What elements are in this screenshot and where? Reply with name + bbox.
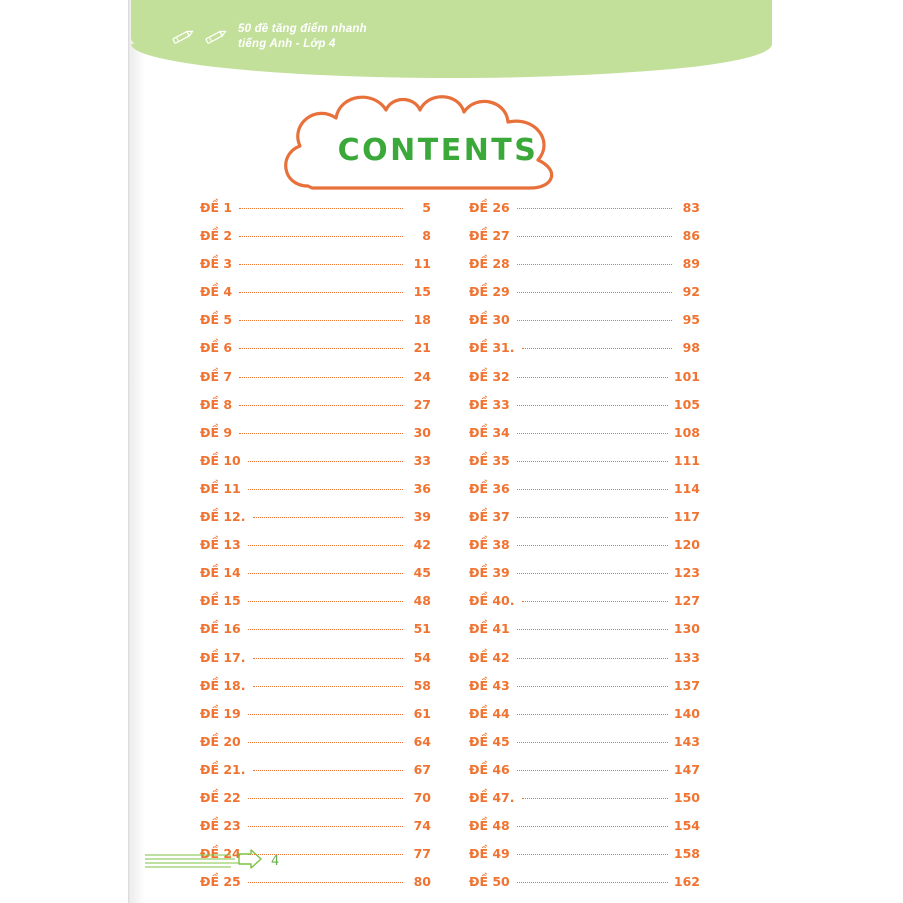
toc-entry-page: 133: [673, 649, 700, 665]
toc-entry-page: 67: [413, 761, 431, 777]
toc-leader-dots: [248, 714, 403, 715]
toc-entry[interactable]: [200, 509, 431, 537]
toc-entry-page: 27: [413, 396, 431, 412]
toc-entry-label: ĐỀ 41: [469, 621, 510, 637]
toc-entry-page: 39: [413, 509, 431, 525]
toc-entry-label: ĐỀ 1: [200, 200, 233, 215]
toc-entry-page: 143: [673, 733, 700, 749]
toc-leader-dots: [248, 882, 403, 883]
toc-entry-page: 5: [422, 200, 431, 215]
toc-entry-page: 111: [673, 452, 700, 468]
toc-leader-dots: [248, 573, 403, 574]
toc-entry-label: ĐỀ 4: [200, 284, 233, 300]
toc-entry-page: 30: [413, 424, 431, 440]
toc-entry-page: 127: [673, 593, 700, 609]
toc-entry[interactable]: [200, 256, 431, 284]
toc-leader-dots: [517, 545, 668, 546]
toc-entry-page: 89: [682, 256, 700, 272]
toc-leader-dots: [517, 658, 668, 659]
toc-leader-dots: [517, 236, 672, 237]
toc-entry-label: ĐỀ 20: [200, 733, 241, 749]
toc-entry-label: ĐỀ 35: [469, 452, 510, 468]
toc-entry[interactable]: [200, 284, 431, 312]
toc-entry-label: ĐỀ 32: [469, 368, 510, 384]
toc-leader-dots: [517, 742, 668, 743]
toc-leader-dots: [253, 658, 403, 659]
pencil-icon-group: [170, 26, 229, 48]
toc-entry-label: ĐỀ 8: [200, 396, 233, 412]
toc-entry-page: 70: [413, 789, 431, 805]
toc-entry-page: 95: [682, 312, 700, 328]
toc-entry[interactable]: [469, 874, 700, 902]
toc-entry-label: ĐỀ 15: [200, 593, 241, 609]
toc-entry-page: 42: [413, 537, 431, 553]
toc-entry-page: 36: [413, 480, 431, 496]
toc-entry-label: ĐỀ 49: [469, 846, 510, 862]
toc-entry[interactable]: [200, 340, 431, 368]
toc-entry-page: 114: [673, 480, 700, 496]
toc-entry-page: 21: [413, 340, 431, 356]
toc-leader-dots: [517, 629, 668, 630]
toc-entry[interactable]: [200, 453, 431, 481]
toc-entry-label: ĐỀ 2: [200, 228, 233, 244]
toc-entry-label: ĐỀ 24: [200, 846, 241, 862]
toc-entry-label: ĐỀ 14: [200, 565, 241, 581]
toc-leader-dots: [248, 545, 403, 546]
toc-entry[interactable]: [469, 509, 700, 537]
toc-leader-dots: [517, 489, 668, 490]
toc-entry[interactable]: [200, 565, 431, 593]
toc-entry-label: ĐỀ 16: [200, 621, 241, 637]
toc-entry[interactable]: [469, 284, 700, 312]
toc-entry[interactable]: [200, 481, 431, 509]
toc-entry-label: ĐỀ 37: [469, 509, 510, 525]
book-title-line2: tiếng Anh - Lớp 4: [238, 38, 336, 50]
toc-entry-label: ĐỀ 47.: [469, 789, 515, 805]
toc-entry-page: 58: [413, 677, 431, 693]
toc-leader-dots: [239, 264, 403, 265]
toc-entry[interactable]: [469, 846, 700, 874]
toc-entry-page: 150: [673, 789, 700, 805]
toc-column-left: [200, 200, 431, 902]
toc-entry-page: 101: [673, 368, 700, 384]
toc-entry-page: 105: [673, 396, 700, 412]
toc-entry[interactable]: [200, 678, 431, 706]
toc-entry-label: ĐỀ 46: [469, 761, 510, 777]
table-of-contents: [200, 200, 700, 902]
toc-entry-page: 147: [673, 761, 700, 777]
toc-entry-label: ĐỀ 5: [200, 312, 233, 328]
toc-leader-dots: [239, 292, 403, 293]
toc-entry-page: 80: [413, 874, 431, 890]
toc-leader-dots: [248, 798, 403, 799]
pencil-icon: [203, 26, 229, 48]
toc-leader-dots: [517, 517, 668, 518]
toc-entry-page: 24: [413, 368, 431, 384]
toc-entry[interactable]: [200, 621, 431, 649]
toc-entry-label: ĐỀ 50: [469, 874, 510, 890]
toc-entry-page: 86: [682, 228, 700, 244]
toc-entry[interactable]: [469, 228, 700, 256]
toc-entry-label: ĐỀ 17.: [200, 649, 246, 665]
book-title: [238, 22, 367, 52]
toc-leader-dots: [248, 826, 403, 827]
toc-entry[interactable]: [200, 537, 431, 565]
toc-leader-dots: [248, 629, 403, 630]
toc-leader-dots: [239, 433, 403, 434]
toc-entry-page: 154: [673, 818, 700, 834]
toc-entry[interactable]: [200, 734, 431, 762]
toc-leader-dots: [517, 573, 668, 574]
toc-entry-page: 162: [673, 874, 700, 890]
toc-entry[interactable]: [469, 537, 700, 565]
toc-leader-dots: [239, 236, 403, 237]
toc-entry-page: 117: [673, 509, 700, 525]
toc-entry-label: ĐỀ 48: [469, 818, 510, 834]
toc-entry-label: ĐỀ 23: [200, 818, 241, 834]
toc-entry[interactable]: [200, 650, 431, 678]
toc-entry[interactable]: [469, 369, 700, 397]
toc-entry[interactable]: [469, 593, 700, 621]
toc-entry[interactable]: [200, 312, 431, 340]
toc-entry[interactable]: [200, 425, 431, 453]
toc-entry[interactable]: [469, 762, 700, 790]
toc-entry-label: ĐỀ 18.: [200, 677, 246, 693]
toc-entry-label: ĐỀ 30: [469, 312, 510, 328]
toc-leader-dots: [517, 854, 668, 855]
toc-entry-page: 8: [422, 228, 431, 244]
toc-leader-dots: [517, 770, 668, 771]
toc-leader-dots: [517, 208, 672, 209]
toc-entry[interactable]: [200, 200, 431, 228]
toc-leader-dots: [253, 517, 403, 518]
toc-entry-page: 54: [413, 649, 431, 665]
toc-leader-dots: [253, 686, 403, 687]
toc-leader-dots: [253, 770, 403, 771]
toc-entry-page: 130: [673, 621, 700, 637]
toc-entry-label: ĐỀ 26: [469, 200, 510, 215]
toc-entry[interactable]: [200, 790, 431, 818]
toc-entry-label: ĐỀ 19: [200, 705, 241, 721]
toc-entry[interactable]: [200, 762, 431, 790]
toc-entry-label: ĐỀ 42: [469, 649, 510, 665]
toc-entry-page: 98: [682, 340, 700, 356]
toc-entry-label: ĐỀ 39: [469, 565, 510, 581]
toc-leader-dots: [239, 377, 403, 378]
toc-leader-dots: [517, 377, 668, 378]
toc-entry-label: ĐỀ 34: [469, 424, 510, 440]
toc-entry[interactable]: [469, 453, 700, 481]
toc-column-right: [469, 200, 700, 902]
toc-entry-page: 64: [413, 733, 431, 749]
toc-leader-dots: [522, 601, 668, 602]
toc-entry[interactable]: [469, 481, 700, 509]
toc-leader-dots: [517, 882, 668, 883]
toc-entry[interactable]: [469, 312, 700, 340]
toc-leader-dots: [239, 405, 403, 406]
toc-entry-label: ĐỀ 12.: [200, 509, 246, 525]
toc-entry-page: 83: [682, 200, 700, 215]
toc-entry-label: ĐỀ 3: [200, 256, 233, 272]
toc-entry[interactable]: [200, 874, 431, 902]
book-title-line1: 50 đề tăng điểm nhanh: [238, 23, 367, 35]
toc-entry-page: 61: [413, 705, 431, 721]
toc-leader-dots: [517, 714, 668, 715]
toc-entry[interactable]: [200, 818, 431, 846]
toc-leader-dots: [522, 348, 672, 349]
toc-entry-page: 51: [413, 621, 431, 637]
toc-entry[interactable]: [469, 678, 700, 706]
toc-entry-page: 137: [673, 677, 700, 693]
toc-leader-dots: [248, 461, 403, 462]
toc-entry-page: 48: [413, 593, 431, 609]
toc-entry-page: 77: [413, 846, 431, 862]
toc-leader-dots: [239, 320, 403, 321]
toc-entry[interactable]: [469, 621, 700, 649]
toc-entry[interactable]: [200, 228, 431, 256]
toc-entry-label: ĐỀ 44: [469, 705, 510, 721]
toc-leader-dots: [248, 742, 403, 743]
toc-entry[interactable]: [469, 256, 700, 284]
toc-entry[interactable]: [200, 369, 431, 397]
toc-entry-label: ĐỀ 9: [200, 424, 233, 440]
toc-leader-dots: [517, 826, 668, 827]
toc-entry-label: ĐỀ 31.: [469, 340, 515, 356]
binding-shadow: [131, 0, 145, 903]
toc-entry-label: ĐỀ 36: [469, 480, 510, 496]
toc-entry-label: ĐỀ 43: [469, 677, 510, 693]
toc-entry-label: ĐỀ 6: [200, 340, 233, 356]
page-footer: [145, 845, 345, 877]
toc-entry-page: 123: [673, 565, 700, 581]
toc-entry-label: ĐỀ 29: [469, 284, 510, 300]
page-title: CONTENTS: [337, 133, 539, 168]
toc-entry-label: ĐỀ 25: [200, 874, 241, 890]
toc-entry[interactable]: [469, 650, 700, 678]
toc-leader-dots: [517, 686, 668, 687]
toc-leader-dots: [522, 798, 668, 799]
toc-leader-dots: [517, 320, 672, 321]
toc-entry-page: 140: [673, 705, 700, 721]
toc-entry-label: ĐỀ 11: [200, 480, 241, 496]
toc-entry-page: 92: [682, 284, 700, 300]
toc-entry-label: ĐỀ 13: [200, 537, 241, 553]
toc-entry[interactable]: [469, 200, 700, 228]
toc-leader-dots: [517, 264, 672, 265]
toc-entry[interactable]: [469, 565, 700, 593]
toc-entry-label: ĐỀ 38: [469, 537, 510, 553]
toc-entry[interactable]: [200, 706, 431, 734]
toc-entry-label: ĐỀ 40.: [469, 593, 515, 609]
toc-entry-page: 74: [413, 818, 431, 834]
arrow-right-icon: [145, 848, 263, 874]
toc-leader-dots: [239, 348, 403, 349]
toc-entry[interactable]: [469, 734, 700, 762]
toc-leader-dots: [239, 208, 403, 209]
toc-entry-label: ĐỀ 10: [200, 452, 241, 468]
toc-entry-label: ĐỀ 45: [469, 733, 510, 749]
toc-entry-label: ĐỀ 28: [469, 256, 510, 272]
toc-entry-page: 120: [673, 537, 700, 553]
footer-page-number: 4: [271, 853, 280, 869]
pencil-icon: [170, 26, 196, 48]
toc-entry-label: ĐỀ 7: [200, 368, 233, 384]
toc-entry-page: 45: [413, 565, 431, 581]
toc-entry-label: ĐỀ 27: [469, 228, 510, 244]
toc-leader-dots: [517, 433, 668, 434]
toc-entry-page: 18: [413, 312, 431, 328]
toc-entry-label: ĐỀ 22: [200, 789, 241, 805]
toc-entry[interactable]: [200, 397, 431, 425]
toc-entry-page: 15: [413, 284, 431, 300]
toc-entry-page: 108: [673, 424, 700, 440]
toc-leader-dots: [248, 601, 403, 602]
toc-entry[interactable]: [200, 593, 431, 621]
header-content: [170, 22, 367, 52]
toc-leader-dots: [517, 292, 672, 293]
toc-entry-page: 33: [413, 452, 431, 468]
toc-entry[interactable]: [469, 340, 700, 368]
toc-entry[interactable]: [469, 790, 700, 818]
toc-leader-dots: [248, 489, 403, 490]
toc-entry[interactable]: [469, 818, 700, 846]
toc-leader-dots: [517, 461, 668, 462]
toc-entry-page: 158: [673, 846, 700, 862]
toc-entry[interactable]: [469, 425, 700, 453]
toc-entry[interactable]: [469, 706, 700, 734]
toc-entry-label: ĐỀ 33: [469, 396, 510, 412]
toc-entry-label: ĐỀ 21.: [200, 761, 246, 777]
toc-entry[interactable]: [469, 397, 700, 425]
toc-entry-page: 11: [413, 256, 431, 272]
toc-leader-dots: [517, 405, 668, 406]
